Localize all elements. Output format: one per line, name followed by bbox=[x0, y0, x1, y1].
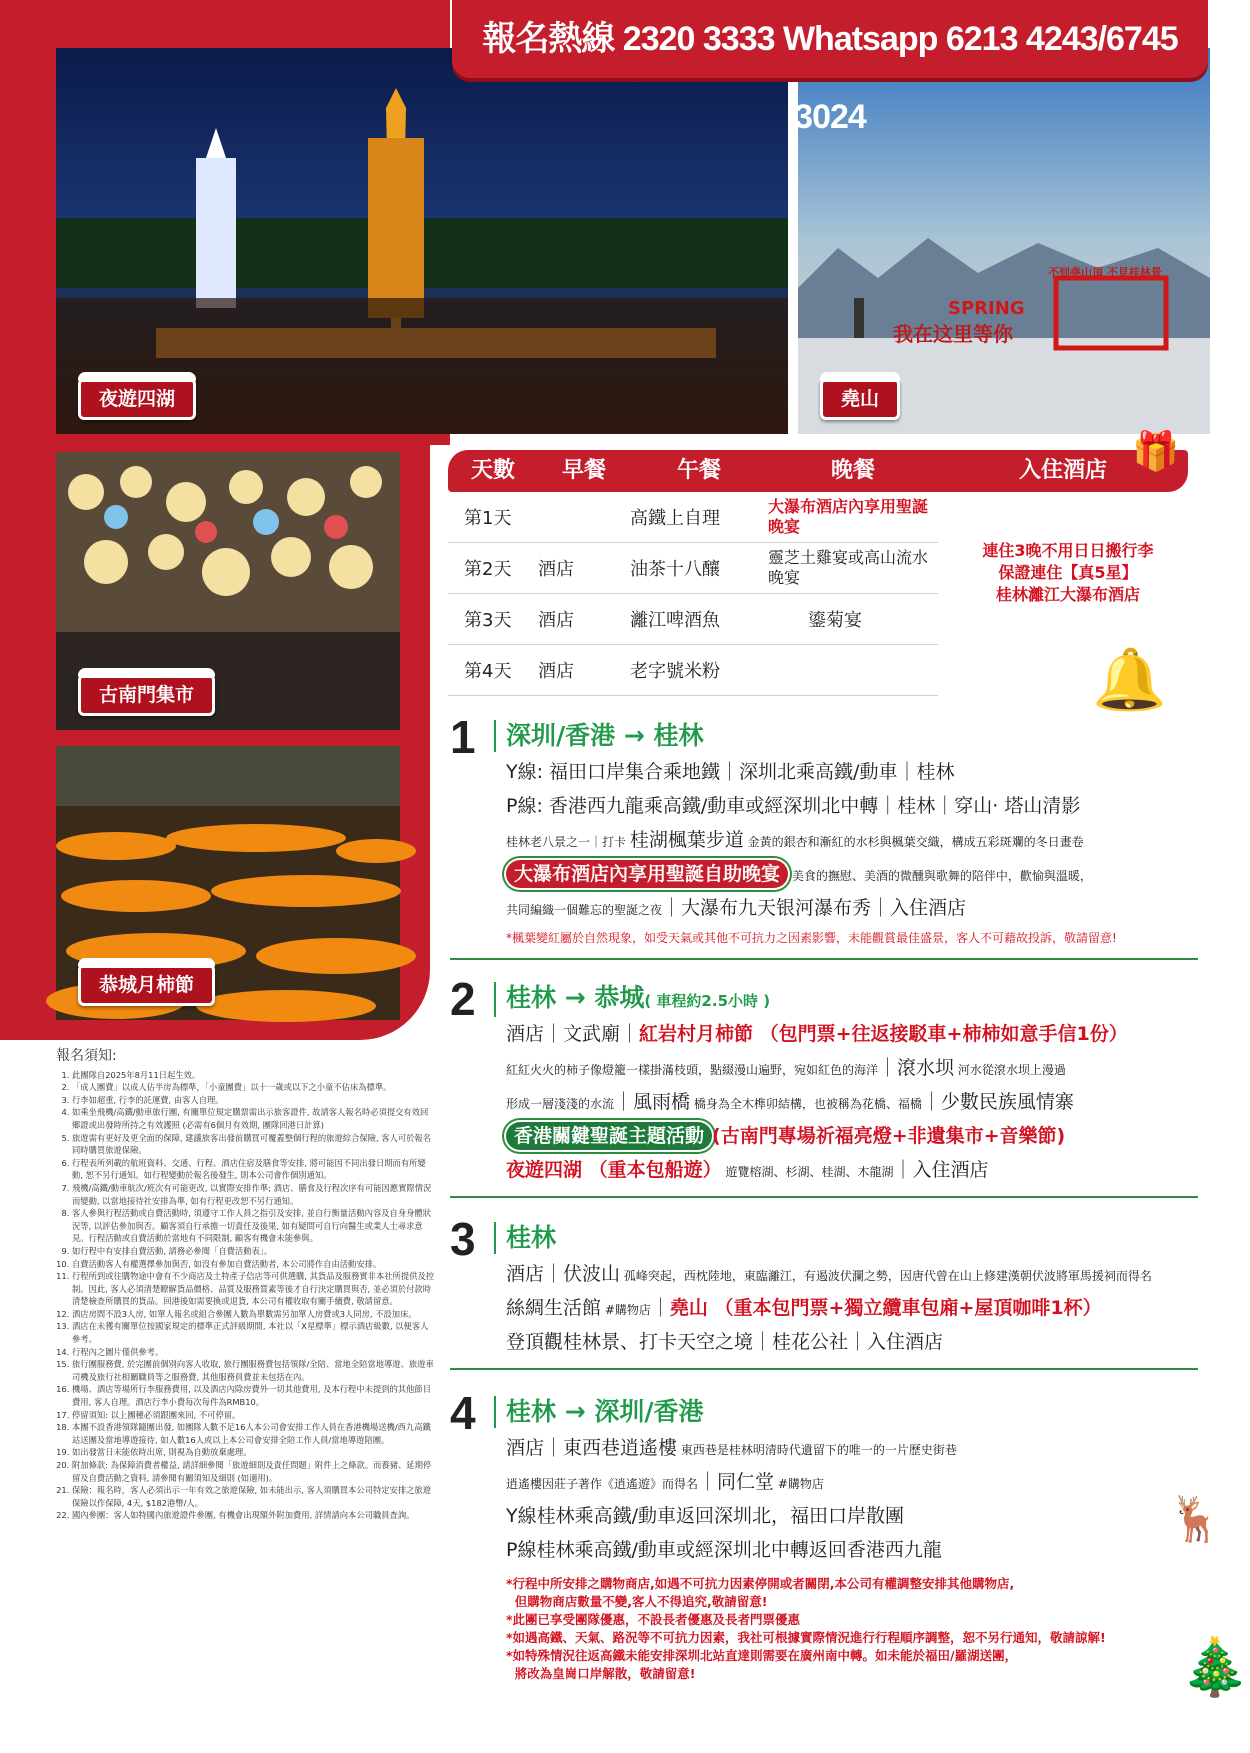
hotel-line: 桂林灕江大瀑布酒店 bbox=[995, 585, 1140, 604]
photo-caption: 夜遊四湖 bbox=[78, 378, 196, 420]
registration-item: 2. 「成人團費」以成人佔半房為標準，「小童團費」以十一歲或以下之小童不佔床為標準。 bbox=[72, 1081, 436, 1094]
day-3 bbox=[450, 1213, 1210, 1366]
bell-icon: 🔔 bbox=[1092, 645, 1167, 715]
registration-item: 3. 行李如超重, 行李的託運費, 由客人自理。 bbox=[72, 1094, 436, 1107]
day-line: P線桂林乘高鐵/動車或經深圳北中轉返回香港西九龍 bbox=[506, 1539, 942, 1561]
cell-lunch: 油茶十八釀 bbox=[630, 559, 720, 580]
registration-item: 9. 如行程中有安排自費活動, 請務必參閱「自費活動表」。 bbox=[72, 1245, 436, 1258]
route-p: P線: 香港西九龍乘高鐵/動車或經深圳北中轉｜桂林｜穿山· 塔山清影 bbox=[506, 795, 1081, 817]
photo-caption: 恭城月柿節 bbox=[78, 964, 215, 1006]
table-row bbox=[448, 543, 938, 594]
registration-item: 1. 此團隊自2025年8月11日起生效。 bbox=[72, 1069, 436, 1082]
day-1 bbox=[450, 711, 1210, 954]
day-line: 酒店｜文武廟｜紅岩村月柿節 （包門票+往返接駁車+柿柿如意手信1份） bbox=[506, 1023, 1128, 1045]
day-number: 4 bbox=[450, 1387, 476, 1439]
header-hotel: 入住酒店 bbox=[1018, 458, 1107, 483]
registration-item: 14. 行程內之圖片僅供參考。 bbox=[72, 1346, 436, 1359]
day-line: Y線桂林乘高鐵/動車返回深圳北，福田口岸散團 bbox=[506, 1505, 905, 1527]
christmas-event-badge: 香港關鍵聖誕主題活動 bbox=[506, 1122, 712, 1150]
hotline-banner: 報名熱線 2320 3333 Whatsapp 6213 4243/6745 3024 bbox=[452, 0, 1208, 78]
day-line: 逍遙樓因莊子著作《逍遙遊》而得名｜同仁堂 #購物店 bbox=[506, 1471, 824, 1493]
photo-caption: 古南門集市 bbox=[78, 674, 215, 716]
cell-lunch: 灕江啤酒魚 bbox=[630, 610, 720, 631]
registration-item: 17. 停留須知: 以上團種必須跟團來回, 不可停留。 bbox=[72, 1409, 436, 1422]
day-note: *楓葉變紅屬於自然現象，如受天氣或其他不可抗力之因素影響，未能觀賞最佳盛景，客人不可藉故投訴，敬請留意! bbox=[506, 931, 1117, 945]
divider bbox=[450, 1368, 1198, 1370]
day-4 bbox=[450, 1387, 1210, 1570]
registration-item: 12. 酒店房間不設3人房, 如單人報名或組合參團人數為單數需另加單人房費或3人同房, 不設加床。 bbox=[72, 1308, 436, 1321]
day-title: 桂林 → 深圳/香港 bbox=[494, 1396, 704, 1428]
day-2 bbox=[450, 973, 1210, 1196]
cell-day: 第2天 bbox=[464, 559, 512, 580]
registration-item: 6. 行程表所列載的航班資料、交通、行程、酒店住宿及膳食等安排, 將可能因不同出發日期而有所變動, 恕不另行通知。如行程變動於報名後發生, 則本公司會作個別通知。 bbox=[72, 1157, 436, 1182]
day-line: 絲綢生活館 #購物店｜堯山 （重本包門票+獨立纜車包廂+屋頂咖啡1杯） bbox=[506, 1297, 1102, 1319]
day-number: 1 bbox=[450, 711, 476, 763]
table-header bbox=[448, 450, 1188, 492]
reindeer-icon: 🦌 bbox=[1168, 1494, 1223, 1545]
registration-item: 22. 國內參團：客人如特國內旅遊證件參團, 有機會出現額外附加費用, 詳情請向本公司職員查詢。 bbox=[72, 1509, 436, 1522]
table-row bbox=[448, 594, 938, 645]
day-number: 2 bbox=[450, 973, 476, 1025]
header-lunch: 午餐 bbox=[676, 458, 721, 483]
header-dinner: 晚餐 bbox=[830, 458, 875, 483]
sign-text-spring: SPRING bbox=[948, 298, 1025, 319]
christmas-tree-icon: 🎄 bbox=[1180, 1635, 1250, 1700]
footnote: *行程中所安排之購物商店,如遇不可抗力因素停開或者關閉,本公司有權調整安排其他購物店, bbox=[506, 1576, 1015, 1591]
route-y: Y線: 福田口岸集合乘地鐵｜深圳北乘高鐵/動車｜桂林 bbox=[506, 761, 955, 783]
hotel-info bbox=[948, 540, 1188, 606]
registration-item: 7. 飛機/高鐵/動車航次/班次有可能更改, 以實際安排作準; 酒店、膳食及行程次序有可能因應實際情況而變動, 以當地接待社安排為準, 如有行程更改恕不另行通知。 bbox=[72, 1182, 436, 1207]
registration-item: 19. 如出發當日未能依時出席, 則視為自動放棄處理。 bbox=[72, 1446, 436, 1459]
registration-item: 8. 客人參與行程活動或自費活動時, 須遵守工作人員之指引及安排, 並自行衡量活動內容及自身身體狀況等, 以評估參加與否。顧客須自行承擔一切責任及後果, 如有疑問可自行向醫生或業人士尋求意見。行程活動或自費活動於當地有不同限制, 顧客有機會未能參與。 bbox=[72, 1207, 436, 1245]
header-breakfast: 早餐 bbox=[561, 458, 606, 483]
sign-text-1: 不到堯山頂 不見桂林景 bbox=[1048, 266, 1162, 279]
day-line: 形成一層淺淺的水流｜風雨橋 橋身為全木榫卯結構，也被稱為花橋、福橋｜少數民族風情寨 bbox=[506, 1091, 1074, 1113]
registration-notes bbox=[56, 1050, 436, 1522]
day-line: 紅紅火火的柿子像燈籠一樣掛滿枝頭，點綴漫山遍野，宛如紅色的海洋｜滾水坝 河水從滾水坝上漫過 bbox=[506, 1057, 1066, 1079]
cell-dinner: 大瀑布酒店內享用聖誕晚宴 bbox=[768, 497, 929, 536]
hotel-line: 連住3晚不用日日搬行李 bbox=[982, 541, 1154, 560]
registration-item: 18. 本團不設香港領隊隨團出發, 如團隊人數不足16人本公司會安排工作人員在香港機場送機/西九高鐵站送團及當地導遊接待, 如人數16人或以上本公司會安排全陪工作人員/當地導遊陪團。 bbox=[72, 1421, 436, 1446]
registration-list bbox=[56, 1069, 436, 1522]
cell-lunch: 老字號米粉 bbox=[630, 661, 720, 682]
registration-item: 11. 行程所到或往購物途中會有不少商店及土特產子信店等可供選購, 其貨品及服務實非本社所提供及控制。因此, 客人必須清楚瞭解貨品價格、品質及服務質素等後才自行決定購買與否, 並必須於付款時清楚檢查所購買的貨品。回港後如需要換或退貨, 本公司有權收取有關手續費, 敬請留意。 bbox=[72, 1270, 436, 1308]
cell-dinner: 鎏菊宴 bbox=[808, 610, 862, 631]
cell-breakfast: 酒店 bbox=[538, 661, 574, 682]
cell-day: 第1天 bbox=[464, 508, 512, 529]
cell-lunch: 高鐵上自理 bbox=[630, 508, 720, 529]
photo-lanterns bbox=[56, 452, 400, 730]
photo-night-lakes bbox=[56, 48, 788, 434]
footnotes bbox=[506, 1575, 1186, 1683]
gift-icon: 🎁 bbox=[1132, 429, 1180, 473]
photo-persimmons bbox=[56, 746, 400, 1020]
footnote: *如遇高鐵、天氣、路況等不可抗力因素，我社可根據實際情況進行行程順序調整，恕不另行通知，敬請諒解! bbox=[506, 1630, 1106, 1645]
registration-item: 10. 自費活動客人有權選擇參加與否, 如沒有參加自費活動者, 本公司將作自由活動安排。 bbox=[72, 1258, 436, 1271]
cell-day: 第3天 bbox=[464, 610, 512, 631]
registration-item: 4. 如乘坐飛機/高鐵/動車旅行團, 有關單位規定購票需出示旅客證件, 故請客人報名時必須提交有效回鄉證或出發時所持之有效護照 (必需有6個月有效期, 團隊回港日計算) bbox=[72, 1106, 436, 1131]
cell-breakfast: 酒店 bbox=[538, 610, 574, 631]
registration-title: 報名須知: bbox=[56, 1048, 117, 1064]
day-line: 香港關鍵聖誕主題活動 (古南門專場祈福亮燈+非遺集市+音樂節) bbox=[506, 1122, 1065, 1150]
registration-item: 5. 旅遊需有更好及更全面的保障, 建議旅客出發前購買可覆蓋整個行程的旅遊綜合保險, 客人可於報名同時購買旅遊保險。 bbox=[72, 1132, 436, 1157]
header-day: 天數 bbox=[470, 458, 515, 483]
cell-breakfast: 酒店 bbox=[538, 559, 574, 580]
day-line: 酒店｜伏波山 孤峰突起，西枕陸地，東臨灕江，有遏波伏瀾之勢，因唐代曾在山上修建漢朝伏波將軍馬援祠而得名 bbox=[506, 1263, 1152, 1285]
day-title: 桂林 bbox=[494, 1222, 556, 1254]
day-line: 大瀑布酒店內享用聖誕自助晚宴 美食的撫慰、美酒的微醺與歌舞的陪伴中，歡愉與溫暖， bbox=[506, 860, 1092, 890]
day-number: 3 bbox=[450, 1213, 476, 1265]
registration-item: 16. 機場、酒店等場所行李服務費用, 以及酒店內除房費外一切其他費用, 及本行程中未提到的其他節目費用, 客人自理。酒店行李小費每次每件為RMB10。 bbox=[72, 1383, 436, 1408]
christmas-dinner-badge: 大瀑布酒店內享用聖誕自助晚宴 bbox=[506, 860, 788, 888]
table-row bbox=[448, 492, 938, 543]
footnote: *如特殊情況往返高鐵未能安排深圳北站直達則需要在廣州南中轉。如未能於福田/羅湖送團， bbox=[506, 1648, 1018, 1663]
divider bbox=[450, 1196, 1198, 1198]
footnote: 但購物商店數量不變,客人不得追究,敬請留意! bbox=[506, 1594, 768, 1609]
photo-caption: 堯山 bbox=[820, 378, 900, 420]
day-title: 桂林 → 恭城( 車程約2.5小時 ) bbox=[494, 982, 770, 1017]
day-title: 深圳/香港 → 桂林 bbox=[494, 720, 704, 752]
registration-item: 15. 旅行團服務費, 於完團前個別向客人收取, 旅行團服務費包括領隊/全陪、當地全陪當地導遊、旅遊車司機及旅行社相關職員等之服務費, 其他服務員費並未包括在內。 bbox=[72, 1358, 436, 1383]
hotel-line: 保證連住【真5星】 bbox=[998, 563, 1138, 582]
day-line: 桂林老八景之一｜打卡 桂湖楓葉步道 金黃的銀杏和漸紅的水杉與楓葉交織，構成五彩斑斕的冬日畫卷 bbox=[506, 829, 1084, 851]
day-line: 夜遊四湖 （重本包船遊） 遊覽榕湖、杉湖、桂湖、木龍湖｜入住酒店 bbox=[506, 1159, 989, 1181]
cell-day: 第4天 bbox=[464, 661, 512, 682]
registration-item: 13. 酒店在未獲有關單位按國家規定的標準正式評級期間, 本社以「X星標準」標示酒店級數, 以便客人參考。 bbox=[72, 1320, 436, 1345]
registration-item: 21. 保險：報名時，客人必須出示一年有效之旅遊保險, 如未能出示, 客人須購買本公司特定安排之旅遊保險以作保障, 4天, $182港幣/人。 bbox=[72, 1484, 436, 1509]
day-line: 共同編織一個難忘的聖誕之夜｜大瀑布九天银河瀑布秀｜入住酒店 bbox=[506, 897, 967, 919]
registration-item: 20. 附加條款: 為保障消費者權益, 請詳細參閱「旅遊細則及責任問題」附件上之條款。而養豬、延期停留及自費活動之資料, 請參閱有關須知及細則 (如適用)。 bbox=[72, 1459, 436, 1484]
cell-dinner: 靈芝土雞宴或高山流水晚宴 bbox=[768, 548, 929, 587]
day-line: 酒店｜東西巷逍遙樓 東西巷是桂林明清時代遺留下的唯一的一片歷史街巷 bbox=[506, 1437, 957, 1459]
divider bbox=[450, 958, 1198, 960]
table-row bbox=[448, 645, 938, 696]
sign-text-2: 我在这里等你 bbox=[893, 322, 1013, 346]
day-line: 登頂觀桂林景、打卡天空之境｜桂花公社｜入住酒店 bbox=[506, 1331, 944, 1353]
footnote: *此團已享受團隊優惠，不設長者優惠及長者門票優惠 bbox=[506, 1612, 801, 1627]
footnote: 將改為皇崗口岸解散，敬請留意! bbox=[506, 1666, 696, 1681]
